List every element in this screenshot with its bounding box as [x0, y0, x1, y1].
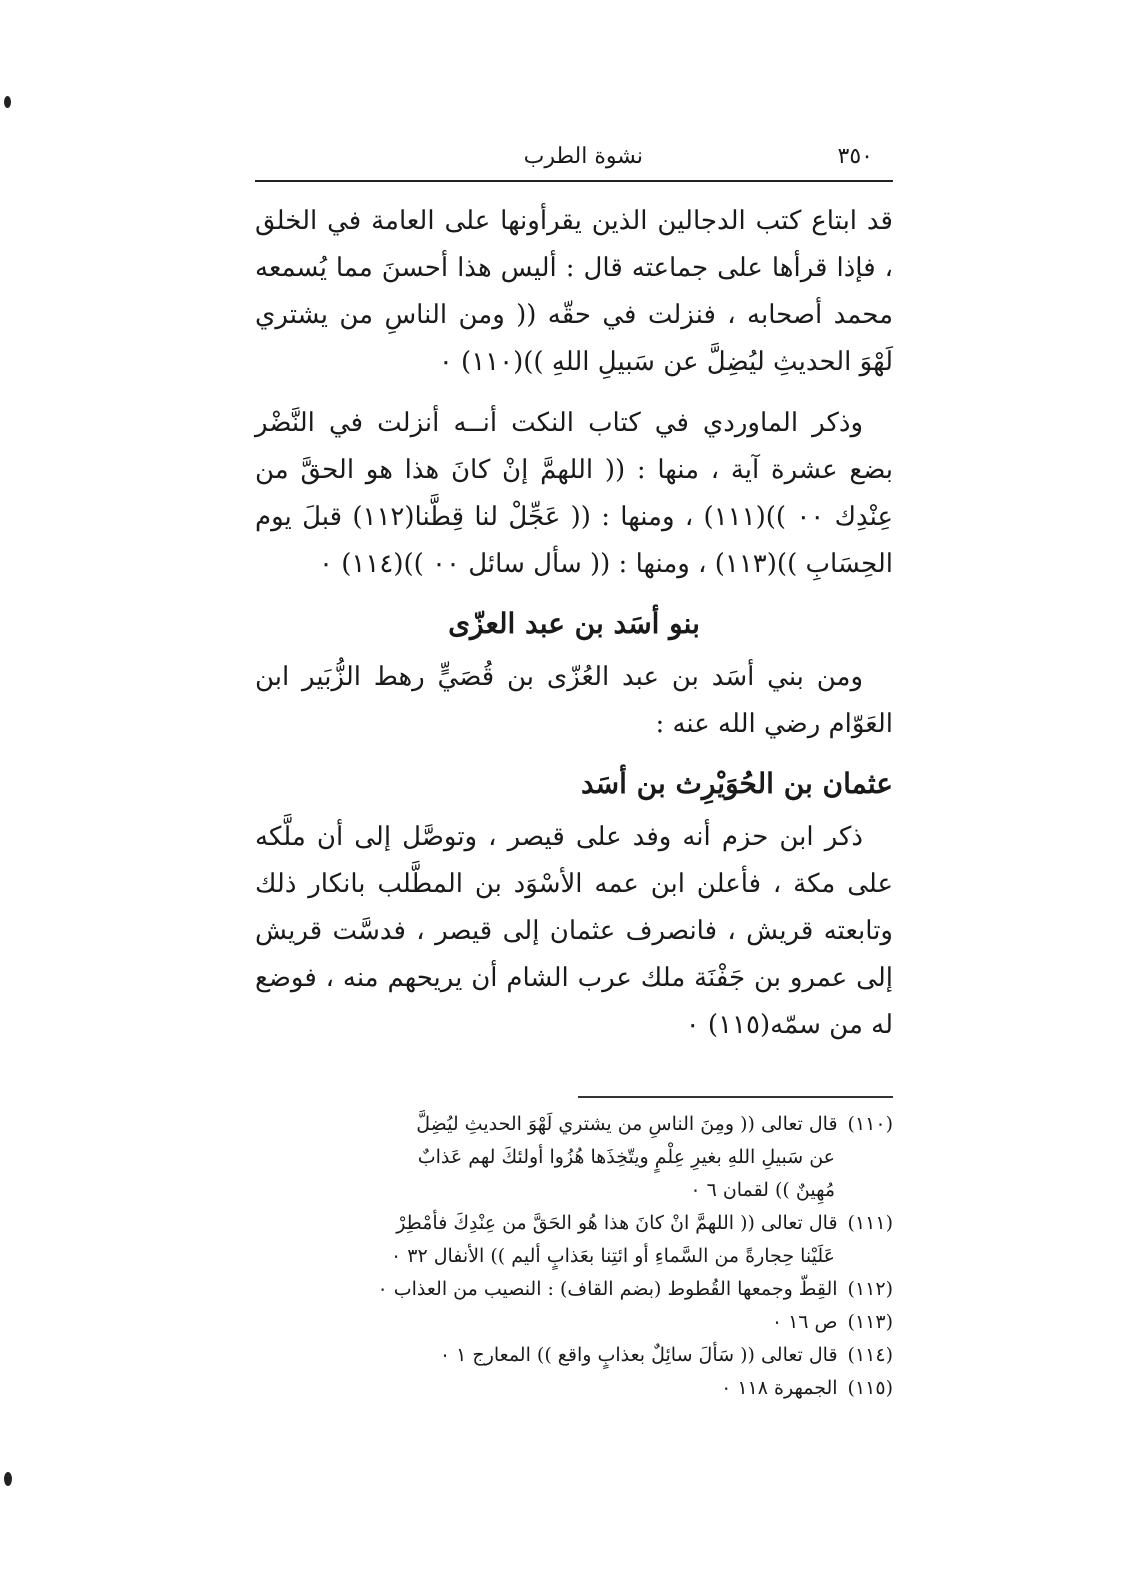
footnote-text: ص ١٦ ٠: [771, 1311, 838, 1333]
page-number: ٣٥٠: [837, 144, 873, 169]
scan-speck: [4, 96, 11, 108]
footnote-number: (١١٤): [847, 1344, 893, 1366]
footnote-number: (١١٣): [847, 1311, 893, 1333]
footnote-separator: [578, 1096, 893, 1098]
scan-speck: [4, 1472, 12, 1486]
section-heading-banu-asad: بنو أسَد بن عبد العزّى: [448, 607, 700, 640]
footnote-continuation: عن سَبيلِ اللهِ بغيرِ عِلْمٍ ويتّخِذَها هُزُوا أولئكَ لهم عَذابٌ: [417, 1146, 835, 1168]
page-header: [255, 142, 893, 182]
footnote-number: (١١١): [847, 1212, 893, 1234]
footnote-number: (١١٢): [847, 1278, 893, 1300]
footnote-111: [255, 1207, 893, 1273]
paragraph-3: ومن بني أسَد بن عبد العُزّى بن قُصَيٍّ رهط الزُّبَير ابن العَوّام رضي الله عنه :: [255, 662, 893, 739]
footnote-number: (١١٠): [847, 1113, 893, 1135]
footnote-continuation: مُهِينٌ )) لقمان ٦ ٠: [690, 1179, 835, 1201]
running-title: نشوة الطرب: [523, 144, 643, 169]
main-text: [255, 198, 893, 1063]
footnotes: [255, 1108, 893, 1405]
footnote-113: [255, 1306, 893, 1339]
footnote-114: [255, 1339, 893, 1372]
section-heading-uthman: عثمان بن الحُوَيْرِث بن أسَد: [580, 767, 893, 800]
footnote-text: القِطّ وجمعها القُطوط (بضم القاف) : النصيب من العذاب ٠: [377, 1278, 838, 1300]
footnote-110: [255, 1108, 893, 1207]
footnote-112: [255, 1273, 893, 1306]
footnote-text: قال تعالى (( سَألَ سائِلٌ بعذابٍ واقع )) المعارج ١ ٠: [439, 1344, 838, 1366]
paragraph-1: قد ابتاع كتب الدجالين الذين يقرأونها على العامة في الخلق ، فإذا قرأها على جماعته قال : أليس هذا أحسنَ مما يُسمعه محمد أصحابه ، فنزلت في حقّه (( ومن الناسِ من يشتري لَهْوَ الحديثِ ليُضِلَّ عن سَبيلِ اللهِ ))(١١٠) ٠: [255, 206, 893, 377]
paragraph-2: وذكر الماوردي في كتاب النكت أنــه أنزلت في النَّضْر بضع عشرة آية ، منها : (( اللهمَّ إنْ كانَ هذا هو الحقَّ من عِنْدِك ٠٠ ))(١١١) ، ومنها : (( عَجِّلْ لنا قِطَّنا(١١٢) قبلَ يوم الحِسَابِ ))(١١٣) ، ومنها : (( سأل سائل ٠٠ ))(١١٤) ٠: [255, 408, 894, 579]
footnote-text: الجمهرة ١١٨ ٠: [721, 1377, 838, 1399]
footnote-text: قال تعالى (( اللهمَّ انْ كانَ هذا هُو الحَقَّ من عِنْدِكَ فأمْطِرْ: [396, 1212, 838, 1234]
footnote-number: (١١٥): [847, 1377, 893, 1399]
footnote-text: قال تعالى (( ومِنَ الناسِ من يشتري لَهْوَ الحديثِ ليُضِلَّ: [416, 1113, 838, 1135]
footnote-continuation: عَلَيْنا حِجارةً من السَّماءِ أو ائتِنا بعَذابٍ أليم )) الأنفال ٣٢ ٠: [390, 1245, 835, 1267]
footnote-115: [255, 1372, 893, 1405]
paragraph-4: ذكر ابن حزم أنه وفد على قيصر ، وتوصَّل إلى أن ملَّكه على مكة ، فأعلن ابن عمه الأسْوَد بن المطَّلب بانكار ذلك وتابعته قريش ، فانصرف عثمان إلى قيصر ، فدسَّت قريش إلى عمرو بن جَفْنَة ملك عرب الشام أن يريحهم منه ، فوضع له من سمّه(١١٥) ٠: [255, 822, 893, 1040]
